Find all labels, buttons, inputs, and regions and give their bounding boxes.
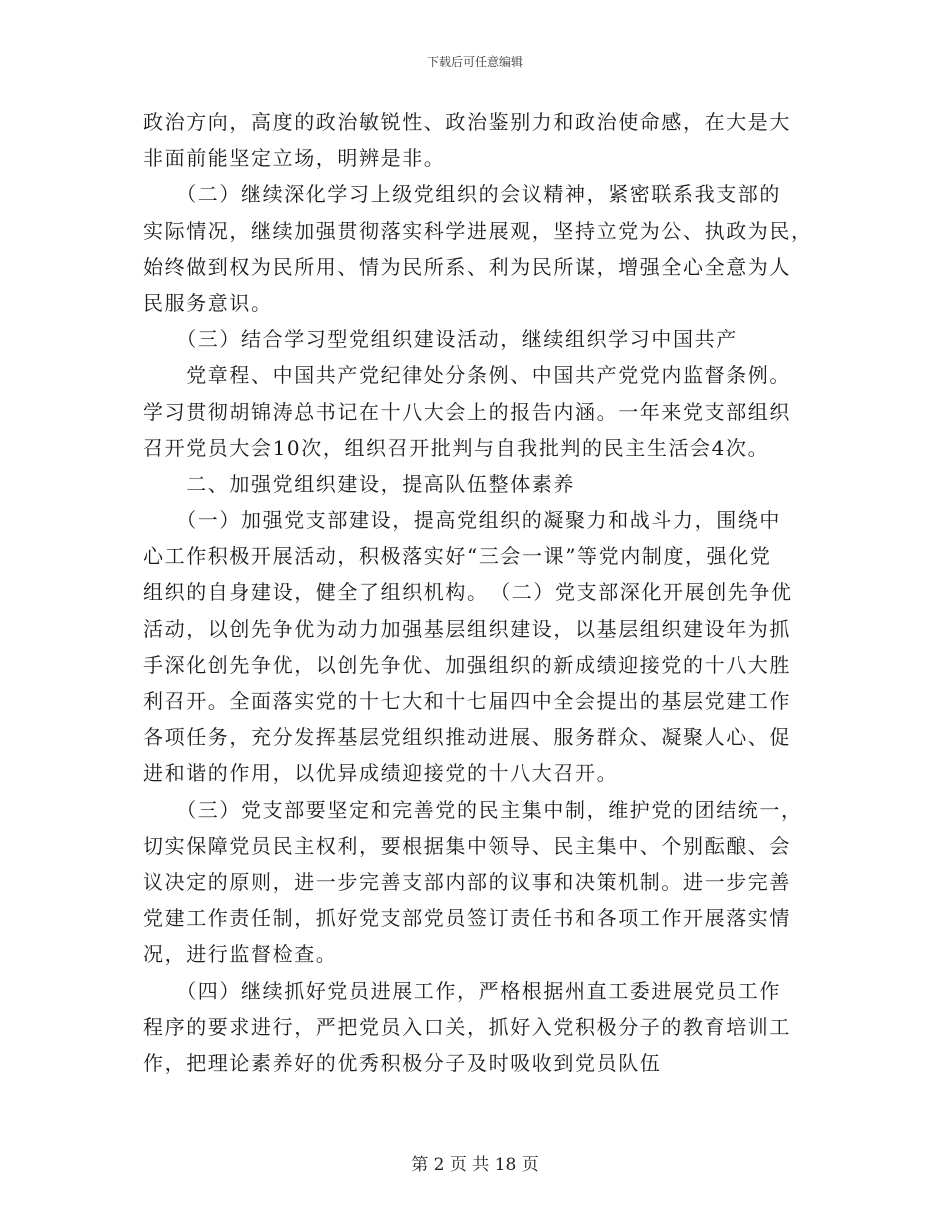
text-line: 学习贯彻胡锦涛总书记在十八大会上的报告内涵。一年来党支部组织: [143, 399, 791, 424]
text-line: 况，进行监督检查。: [143, 942, 338, 967]
text-line: 党建工作责任制，抓好党支部党员签订责任书和各项工作开展落实情: [143, 906, 791, 931]
document-body: [143, 104, 813, 1081]
text-line: 切实保障党员民主权利，要根据集中领导、民主集中、个别酝酿、会: [143, 833, 791, 858]
text-line: 利召开。全面落实党的十七大和十七届四中全会提出的基层党建工作: [143, 689, 791, 713]
text-line: 非面前能坚定立场，明辨是非。: [143, 146, 446, 171]
text-line: 进和谐的作用，以优异成绩迎接党的十八大召开。: [143, 761, 619, 786]
text-line: （一）加强党支部建设，提高党组织的凝聚力和战斗力，围绕中: [143, 508, 781, 533]
text-line: 组织的自身建设，健全了组织机构。 （二）党支部深化开展创先争优: [143, 580, 793, 605]
text-line: （四）继续抓好党员进展工作，严格根据州直工委进展党员工作: [143, 978, 781, 1003]
text-line: 民服务意识。: [143, 290, 273, 315]
text-line: 作，把理论素养好的优秀积极分子及时吸收到党员队伍: [143, 1050, 662, 1075]
section-heading: 二、加强党组织建设，提高队伍整体素养: [143, 471, 575, 496]
text-line: （三）结合学习型党组织建设活动，继续组织学习中国共产: [143, 327, 738, 352]
text-line: 议决定的原则，进一步完善支部内部的议事和决策机制。进一步完善: [143, 869, 791, 894]
text-line: 党章程、中国共产党纪律处分条例、中国共产党党内监督条例。: [143, 363, 791, 388]
text-line: 各项任务，充分发挥基层党组织推动进展、服务群众、凝聚人心、促: [143, 725, 791, 750]
text-line: （二）继续深化学习上级党组织的会议精神，紧密联系我支部的: [143, 182, 781, 207]
page-number-footer: 第 2 页 共 18 页: [411, 1155, 539, 1175]
text-line: （三）党支部要坚定和完善党的民主集中制，维护党的团结统一，: [143, 797, 803, 822]
text-line: 活动，以创先争优为动力加强基层组织建设，以基层组织建设年为抓: [143, 616, 791, 641]
text-line: 政治方向，高度的政治敏锐性、政治鉴别力和政治使命感，在大是大: [143, 110, 791, 134]
text-line: 程序的要求进行，严把党员入口关，抓好入党积极分子的教育培训工: [143, 1014, 791, 1039]
text-line: 实际情况，继续加强贯彻落实科学进展观，坚持立党为公、执政为民，: [143, 218, 813, 243]
text-line: 召开党员大会10次，组织召开批判与自我批判的民主生活会4次。: [143, 435, 770, 460]
text-line: 手深化创先争优，以创先争优、加强组织的新成绩迎接党的十八大胜: [143, 652, 791, 677]
text-line: 始终做到权为民所用、情为民所系、利为民所谋，增强全心全意为人: [143, 254, 791, 279]
page-header: 下载后可任意编辑: [426, 55, 523, 69]
text-line: 心工作积极开展活动，积极落实好“三会一课”等党内制度，强化党: [143, 544, 772, 569]
